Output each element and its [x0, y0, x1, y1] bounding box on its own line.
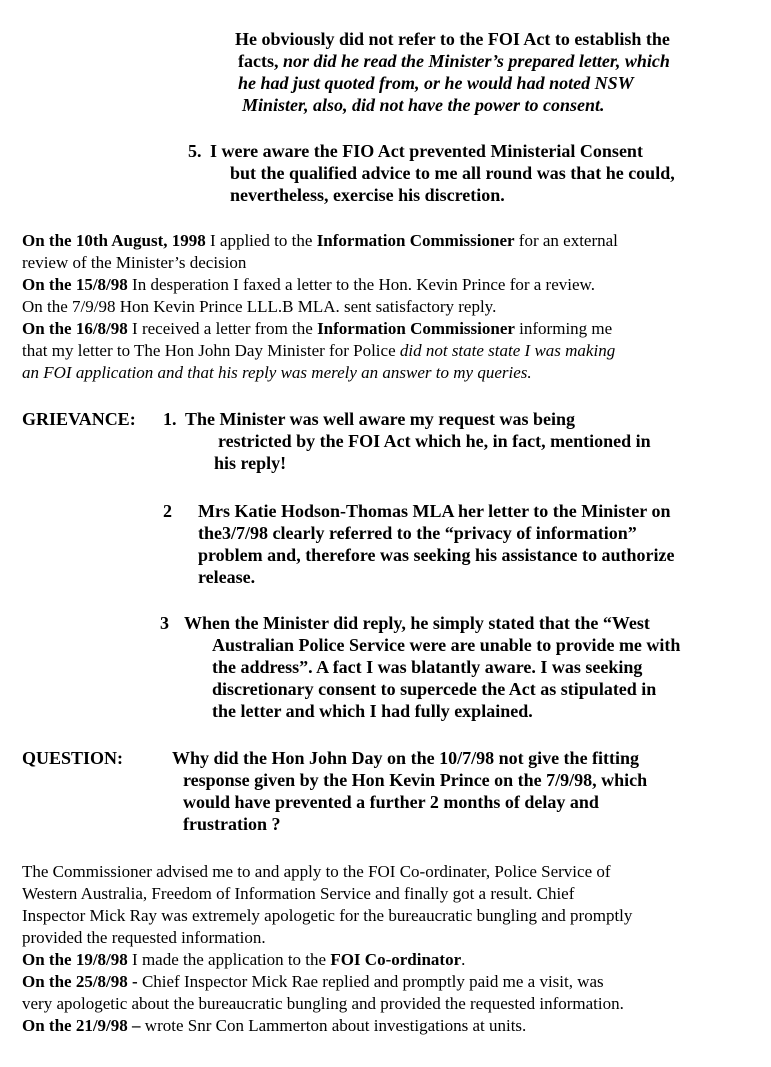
closing-entry-2-date: On the 25/8/98 - [22, 972, 138, 991]
grievance-3-line-4: discretionary consent to supercede the Act as stipulated in [212, 679, 657, 699]
grievance-3-line-3: the address”. A fact I was blatantly aware. I was seeking [212, 657, 643, 677]
timeline1-p1-line1 [22, 230, 618, 252]
timeline1-p4-line2 [22, 340, 615, 362]
closing-entry-3-text: wrote Snr Con Lammerton about investigations at units. [140, 1016, 527, 1035]
timeline1-p4-line1 [22, 318, 612, 340]
timeline1-p4-line3: an FOI application and that his reply was merely an answer to my queries. [22, 363, 532, 382]
grievance-3-number: 3 [160, 613, 169, 633]
item5-line-3: nevertheless, exercise his discretion. [230, 185, 505, 205]
timeline1-p4-line2-i: did not state state I was making [399, 341, 616, 360]
grievance-2-line-2: the3/7/98 clearly referred to the “privacy of information” [198, 523, 637, 543]
top-line-1: He obviously did not refer to the FOI Act to establish the [235, 29, 670, 49]
grievance-label: GRIEVANCE: [22, 409, 136, 429]
timeline1-p3: On the 7/9/98 Hon Kevin Prince LLL.B MLA. sent satisfactory reply. [22, 297, 497, 316]
closing-entry-1-bold: FOI Co-ordinator [330, 950, 462, 969]
closing-entry-1 [22, 949, 465, 971]
item5-number: 5. [188, 141, 202, 161]
timeline1-p4-line2-a: that my letter to The Hon John Day Minister for Police [22, 341, 400, 360]
grievance-3-line-5: the letter and which I had fully explained. [212, 701, 533, 721]
question-label: QUESTION: [22, 748, 124, 768]
grievance-1-line-3: his reply! [214, 453, 287, 473]
top-line-2-b: nor did he read the Minister’s prepared letter, which [282, 51, 670, 71]
item5-line-2: but the qualified advice to me all round was that he could, [230, 163, 675, 183]
grievance-3-line-1: When the Minister did reply, he simply stated that the “West [184, 613, 650, 633]
question-line-4: frustration ? [183, 814, 281, 834]
closing-line-2: Western Australia, Freedom of Information Service and finally got a result. Chief [22, 884, 575, 903]
grievance-1-number: 1. [163, 409, 177, 429]
timeline1-p2-date: On the 15/8/98 [22, 275, 128, 294]
timeline1-p1-date: On the 10th August, 1998 [22, 231, 206, 250]
top-line-4-b: . [600, 95, 605, 115]
grievance-1-line-1: The Minister was well aware my request was being [185, 409, 575, 429]
timeline1-p4-text-b: informing me [514, 319, 613, 338]
question-line-1: Why did the Hon John Day on the 10/7/98 not give the fitting [172, 748, 640, 768]
top-line-4 [242, 94, 605, 116]
closing-entry-1-end: . [461, 950, 466, 969]
closing-entry-2 [22, 971, 604, 993]
timeline1-p2-text: In desperation I faxed a letter to the Hon. Kevin Prince for a review. [127, 275, 595, 294]
top-line-4-a: Minister, also, did not have the power to consent [242, 95, 601, 115]
question-line-3: would have prevented a further 2 months of delay and [183, 792, 599, 812]
top-line-2-a: facts, [238, 51, 283, 71]
timeline1-p1-bold: Information Commissioner [316, 231, 515, 250]
closing-entry-1-text: I made the application to the [127, 950, 331, 969]
timeline1-p2 [22, 274, 595, 296]
closing-line-4: provided the requested information. [22, 928, 266, 947]
timeline1-p4-bold: Information Commissioner [317, 319, 515, 338]
closing-line-3: Inspector Mick Ray was extremely apologetic for the bureaucratic bungling and promptly [22, 906, 633, 925]
closing-line-1: The Commissioner advised me to and apply to the FOI Co-ordinater, Police Service of [22, 862, 611, 881]
item5-line-1: I were aware the FIO Act prevented Ministerial Consent [210, 141, 643, 161]
top-line-2 [238, 50, 670, 72]
closing-entry-2-text: Chief Inspector Mick Rae replied and promptly paid me a visit, was [137, 972, 604, 991]
timeline1-p1-text-b: for an external [514, 231, 618, 250]
closing-entry-2-line-2: very apologetic about the bureaucratic bungling and provided the requested information. [22, 994, 624, 1013]
closing-entry-3 [22, 1015, 526, 1037]
timeline1-p1-text-a: I applied to the [205, 231, 317, 250]
grievance-2-line-3: problem and, therefore was seeking his assistance to authorize [198, 545, 675, 565]
timeline1-p1-line2: review of the Minister’s decision [22, 253, 247, 272]
grievance-1-line-2: restricted by the FOI Act which he, in fact, mentioned in [218, 431, 651, 451]
question-line-2: response given by the Hon Kevin Prince on the 7/9/98, which [183, 770, 648, 790]
closing-entry-3-date: On the 21/9/98 – [22, 1016, 141, 1035]
timeline1-p4-date: On the 16/8/98 [22, 319, 128, 338]
grievance-2-number: 2 [163, 501, 172, 521]
grievance-2-line-4: release. [198, 567, 256, 587]
grievance-3-line-2: Australian Police Service were are unable to provide me with [212, 635, 681, 655]
closing-entry-1-date: On the 19/8/98 [22, 950, 128, 969]
timeline1-p4-text-a: I received a letter from the [127, 319, 318, 338]
grievance-2-line-1: Mrs Katie Hodson-Thomas MLA her letter to the Minister on [198, 501, 671, 521]
top-line-3: he had just quoted from, or he would had noted NSW [238, 73, 634, 93]
